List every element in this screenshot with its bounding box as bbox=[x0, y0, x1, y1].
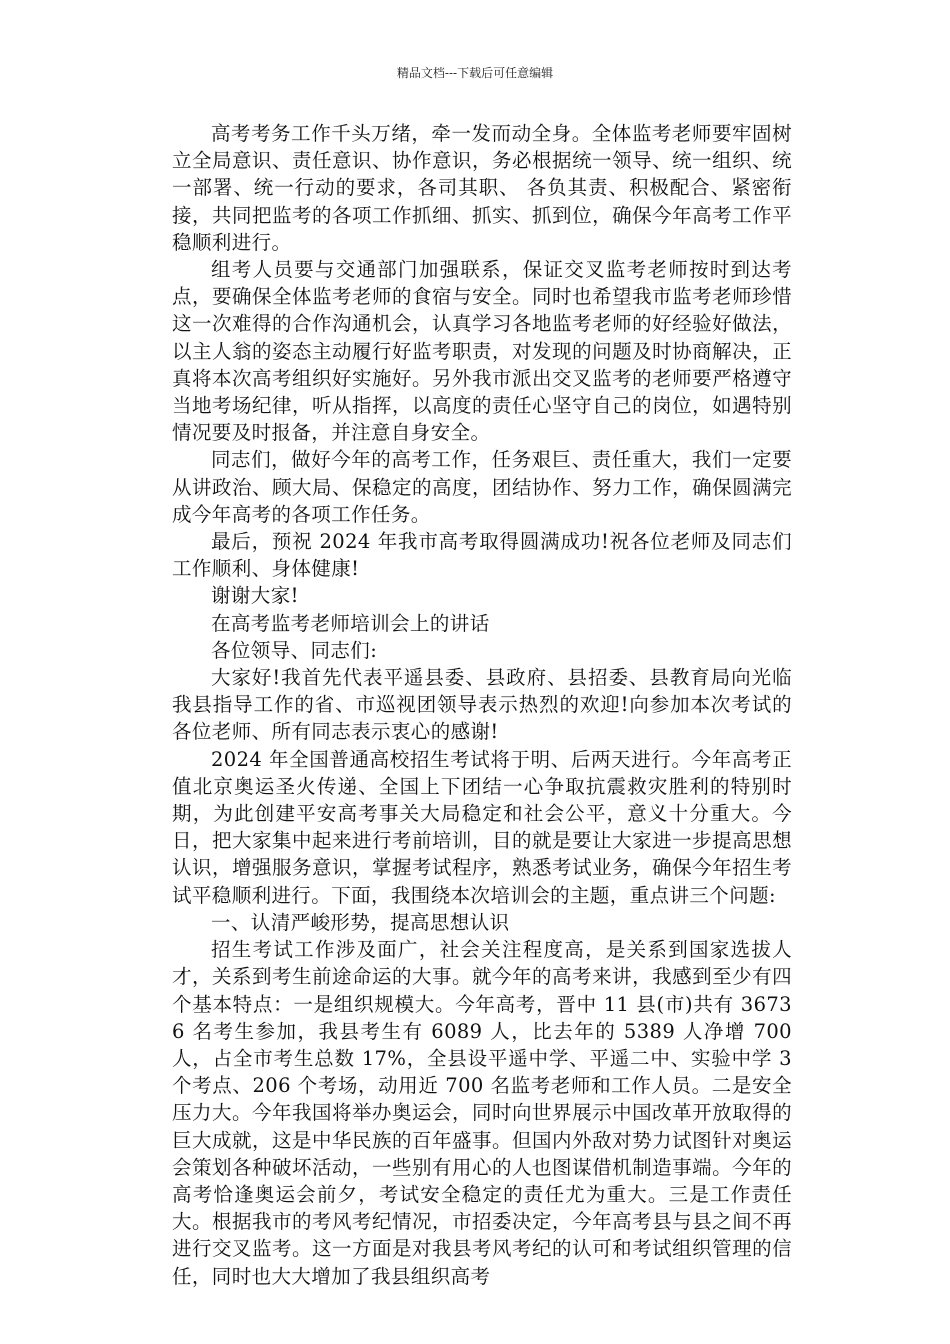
speech-title: 在高考监考老师培训会上的讲话 bbox=[211, 611, 490, 635]
paragraph: 高考考务工作千头万绪，牵一发而动全身。全体监考老师要牢固树立全局意识、责任意识、协作意识，务必根据统一领导、统一组织、统一部署、统一行动的要求，各司其职、 各负其责、积极配合、紧密衔接，共同把监考的各项工作抓细、抓实、抓到位，确保今年高考工作平稳顺利进行。 bbox=[172, 122, 792, 254]
section-heading: 一、认清严峻形势，提高思想认识 bbox=[211, 910, 510, 934]
paragraph: 组考人员要与交通部门加强联系，保证交叉监考老师按时到达考点，要确保全体监考老师的食宿与安全。同时也希望我市监考老师珍惜这一次难得的合作沟通机会，认真学习各地监考老师的好经验好做法，以主人翁的姿态主动履行好监考职责，对发现的问题及时协商解决，正真将本次高考组织好实施好。另外我市派出交叉监考的老师要严格遵守当地考场纪律，听从指挥，以高度的责任心坚守自己的岗位，如遇特别情况要及时报备，并注意自身安全。 bbox=[172, 258, 792, 445]
salutation: 各位领导、同志们: bbox=[211, 638, 378, 662]
page-header: 精品文档---下载后可任意编辑 bbox=[396, 66, 554, 80]
paragraph: 大家好!我首先代表平遥县委、县政府、县招委、县教育局向光临我县指导工作的省、市巡视团领导表示热烈的欢迎!向参加本次考试的各位老师、所有同志表示衷心的感谢! bbox=[172, 666, 792, 744]
paragraph: 谢谢大家! bbox=[211, 584, 299, 608]
paragraph: 2024 年全国普通高校招生考试将于明、后两天进行。今年高考正值北京奥运圣火传递、全国上下团结一心争取抗震救灾胜利的特别时期，为此创建平安高考事关大局稳定和社会公平，意义十分重大。今日，把大家集中起来进行考前培训，目的就是要让大家进一步提高思想认识，增强服务意识，掌握考试程序，熟悉考试业务，确保今年招生考试平稳顺利进行。下面，我围绕本次培训会的主题，重点讲三个问题: bbox=[172, 747, 792, 907]
paragraph: 最后，预祝 2024 年我市高考取得圆满成功!祝各位老师及同志们工作顺利、身体健康! bbox=[172, 530, 792, 581]
document-body bbox=[172, 120, 792, 1290]
paragraph: 招生考试工作涉及面广，社会关注程度高，是关系到国家选拔人才，关系到考生前途命运的大事。就今年的高考来讲，我感到至少有四个基本特点：一是组织规模大。今年高考，晋中 11 县(市)共有 36736 名考生参加，我县考生有 6089 人，比去年的 5389 人净增 700 人，占全市考生总数 17%，全县设平遥中学、平遥二中、实验中学 3 个考点、206 个考场，动用近 700 名监考老师和工作人员。二是安全压力大。今年我国将举办奥运会，同时向世界展示中国改革开放取得的巨大成就，这是中华民族的百年盛事。但国内外敌对势力试图针对奥运会策划各种破坏活动，一些别有用心的人也图谋借机制造事端。今年的高考恰逢奥运会前夕，考试安全稳定的责任尤为重大。三是工作责任大。根据我市的考风考纪情况，市招委决定，今年高考县与县之间不再进行交叉监考。这一方面是对我县考风考纪的认可和考试组织管理的信任，同时也大大增加了我县组织高考 bbox=[172, 938, 792, 1288]
paragraph: 同志们，做好今年的高考工作，任务艰巨、责任重大，我们一定要从讲政治、顾大局、保稳定的高度，团结协作、努力工作，确保圆满完成今年高考的各项工作任务。 bbox=[172, 448, 792, 526]
